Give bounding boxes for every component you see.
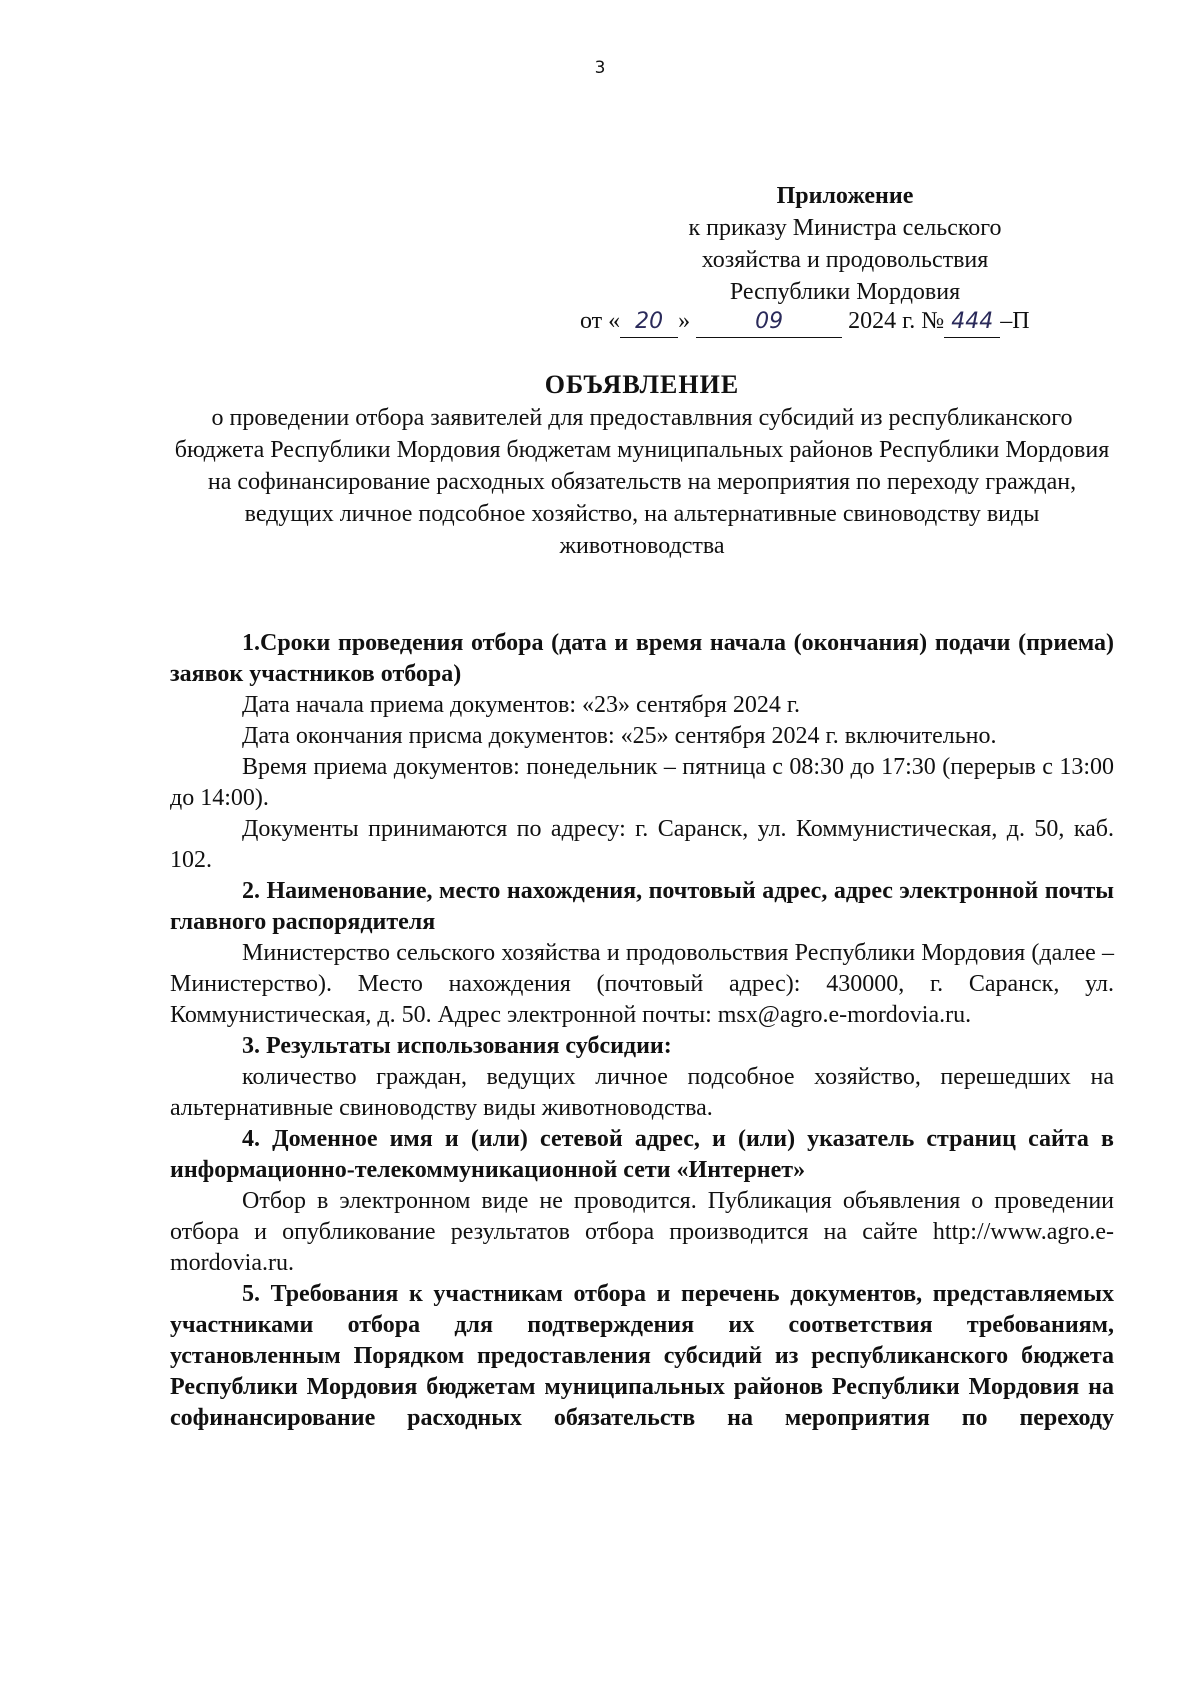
section-2-text: Министерство сельского хозяйства и продовольствия Республики Мордовия (далее – Министерство). Место нахождения (почтовый адрес): 430000, г. Саранск, ул. Коммунистическая, д. 50. Адрес электронной почты: msx@agro.e-mordovia.ru. bbox=[170, 940, 1114, 1028]
order-number: 444 bbox=[944, 307, 1000, 338]
order-mid: » bbox=[678, 308, 691, 334]
section-1-time: Время приема документов: понедельник – пятница с 08:30 до 17:30 (перерыв с 13:00 до 14:00). bbox=[170, 754, 1114, 811]
announcement-header bbox=[170, 368, 1114, 562]
section-4-heading: 4. Доменное имя и (или) сетевой адрес, и (или) указатель страниц сайта в информационно-телекоммуникационной сети «Интернет» bbox=[170, 1126, 1114, 1183]
appendix-line-2: хозяйства и продовольствия bbox=[701, 247, 989, 273]
appendix-line-3: Республики Мордовия bbox=[729, 279, 961, 305]
announcement-subtitle: о проведении отбора заявителей для предоставлвния субсидий из республиканского бюджета Республики Мордовия бюджетам муниципальных районов Республики Мордовия на софинансирование расходных обязательств на мероприятия по переходу граждан, ведущих личное подсобное хозяйство, на альтернативные свиноводству виды животноводства bbox=[174, 405, 1110, 559]
order-suffix: –П bbox=[1000, 308, 1030, 334]
section-1-address: Документы принимаются по адресу: г. Саранск, ул. Коммунистическая, д. 50, каб. 102. bbox=[170, 816, 1114, 873]
appendix-block bbox=[556, 180, 1134, 308]
order-prefix: от « bbox=[580, 308, 621, 334]
order-date-number bbox=[580, 306, 1030, 338]
section-4-text: Отбор в электронном виде не проводится. Публикация объявления о проведении отбора и опубликование результатов отбора производится на сайте http://www.agro.e-mordovia.ru. bbox=[170, 1188, 1114, 1276]
section-1-end-date: Дата окончания присма документов: «25» сентября 2024 г. включительно. bbox=[242, 723, 997, 749]
order-day: 20 bbox=[620, 307, 678, 338]
section-5-heading: 5. Требования к участникам отбора и перечень документов, представляемых участниками отбора для подтверждения их соответствия требованиям, установленным Порядком предоставления субсидий из республиканского бюджета Республики Мордовия бюджетам муниципальных районов Республики Мордовия на софинансирование расходных обязательств на мероприятия по переходу bbox=[170, 1281, 1114, 1431]
section-3-text: количество граждан, ведущих личное подсобное хозяйство, перешедших на альтернативные свиноводству виды животноводства. bbox=[170, 1064, 1114, 1121]
section-1-start-date: Дата начала приема документов: «23» сентября 2024 г. bbox=[242, 692, 801, 718]
order-month: 09 bbox=[696, 307, 842, 338]
appendix-line-1: к приказу Министра сельского bbox=[688, 215, 1002, 241]
document-body bbox=[170, 628, 1114, 1434]
order-year: 2024 г. № bbox=[848, 308, 945, 334]
section-1-heading: 1.Сроки проведения отбора (дата и время начала (окончания) подачи (приема) заявок участников отбора) bbox=[170, 630, 1114, 687]
page-number: 3 bbox=[594, 58, 606, 78]
appendix-title: Приложение bbox=[776, 183, 914, 209]
section-3-heading: 3. Результаты использования субсидии: bbox=[242, 1033, 672, 1059]
section-2-heading: 2. Наименование, место нахождения, почтовый адрес, адрес электронной почты главного распорядителя bbox=[170, 878, 1114, 935]
announcement-title: ОБЪЯВЛЕНИЕ bbox=[544, 370, 740, 399]
